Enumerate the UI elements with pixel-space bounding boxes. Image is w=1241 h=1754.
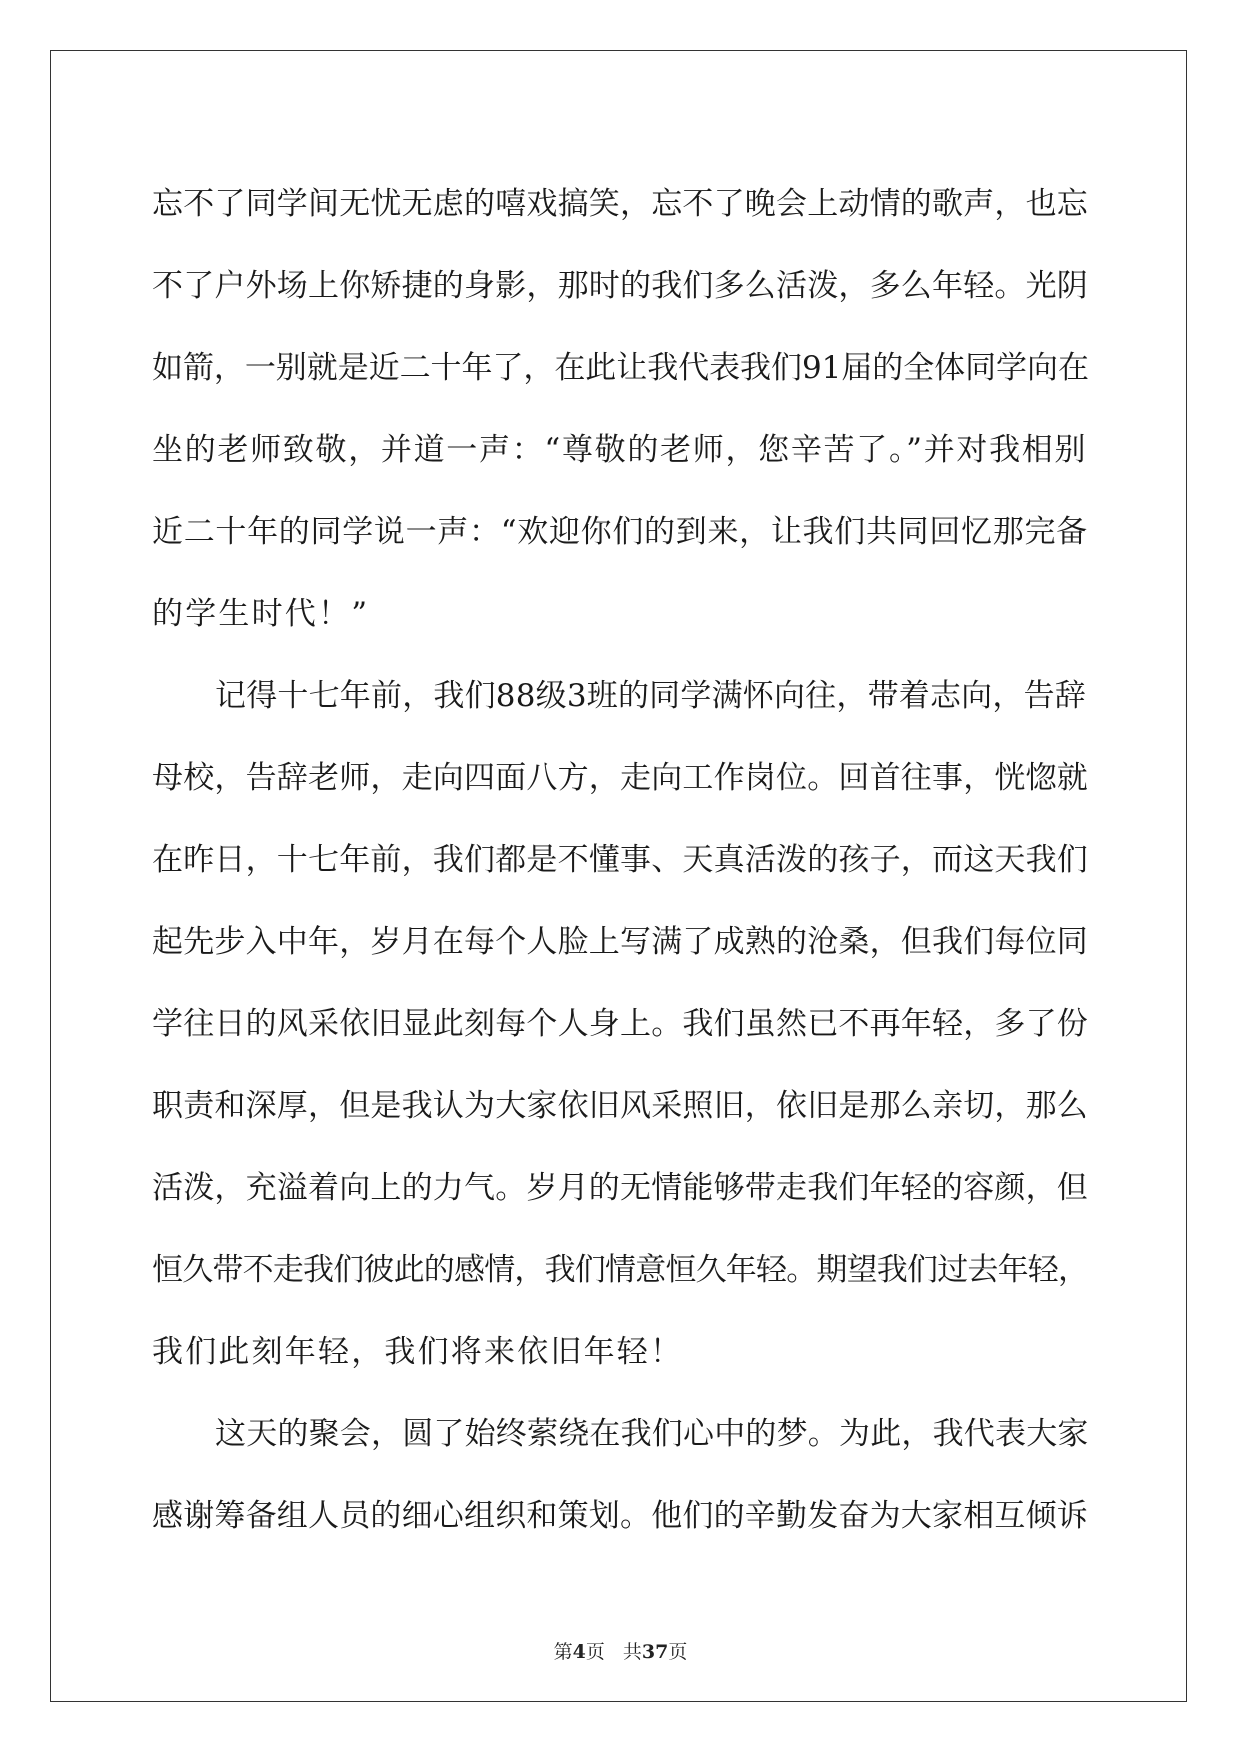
total-pages: 37	[641, 1641, 669, 1663]
text-line: 坐的老师致敬，并道一声：“尊敬的老师，您辛苦了。”并对我相别	[152, 432, 1088, 468]
text-line: 职责和深厚，但是我认为大家依旧风采照旧，依旧是那么亲切，那么	[152, 1088, 1088, 1124]
paragraph-start-line: 记得十七年前，我们88级3班的同学满怀向往，带着志向，告辞	[215, 678, 1086, 714]
text-line: 的学生时代！”	[152, 596, 370, 632]
text-line: 母校，告辞老师，走向四面八方，走向工作岗位。回首往事，恍惚就	[152, 760, 1088, 796]
text-line: 在昨日，十七年前，我们都是不懂事、天真活泼的孩子，而这天我们	[152, 842, 1088, 878]
text-line: 忘不了同学间无忧无虑的嘻戏搞笑，忘不了晚会上动情的歌声，也忘	[152, 186, 1088, 222]
text-line: 近二十年的同学说一声：“欢迎你们的到来，让我们共同回忆那完备	[152, 514, 1088, 550]
paragraph-start-line: 这天的聚会，圆了始终萦绕在我们心中的梦。为此，我代表大家	[215, 1416, 1089, 1452]
text-line: 如箭，一别就是近二十年了，在此让我代表我们91届的全体同学向在	[152, 350, 1089, 386]
footer-total-prefix: 共	[622, 1641, 642, 1663]
text-line: 起先步入中年，岁月在每个人脸上写满了成熟的沧桑，但我们每位同	[152, 924, 1088, 960]
page-footer	[0, 1637, 1241, 1664]
footer-page-suffix: 页	[585, 1641, 605, 1663]
page-number: 4	[572, 1641, 586, 1663]
text-line: 我们此刻年轻，我们将来依旧年轻！	[152, 1334, 684, 1370]
text-line: 活泼，充溢着向上的力气。岁月的无情能够带走我们年轻的容颜，但	[152, 1170, 1088, 1206]
footer-total-suffix: 页	[668, 1641, 688, 1663]
text-line: 恒久带不走我们彼此的感情，我们情意恒久年轻。期望我们过去年轻，	[152, 1252, 1089, 1288]
text-line: 不了户外场上你矫捷的身影，那时的我们多么活泼，多么年轻。光阴	[152, 268, 1088, 304]
text-line: 学往日的风采依旧显此刻每个人身上。我们虽然已不再年轻，多了份	[152, 1006, 1088, 1042]
document-body	[152, 163, 1092, 1557]
footer-prefix: 第	[553, 1641, 573, 1663]
text-line: 感谢筹备组人员的细心组织和策划。他们的辛勤发奋为大家相互倾诉	[152, 1498, 1088, 1534]
